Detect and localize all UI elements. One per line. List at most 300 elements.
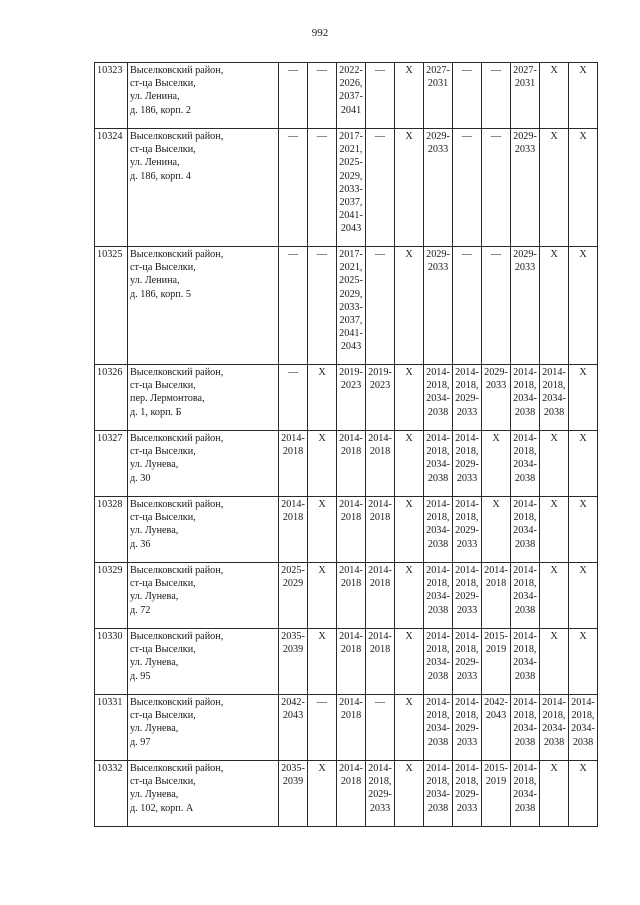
period-line: 2018, — [455, 710, 479, 722]
period-line: 2018, — [426, 512, 450, 524]
period-line: Х — [318, 763, 326, 774]
period-cell — [395, 129, 424, 247]
period-line: 2018, — [368, 776, 392, 788]
period-cell — [366, 761, 395, 827]
period-line: 2034- — [513, 591, 537, 603]
period-line: 2018, — [513, 710, 537, 722]
period-line: 2034- — [426, 789, 450, 801]
period-line: 2037, — [339, 197, 363, 209]
address-line: д. 36 — [130, 538, 151, 550]
period-cell — [453, 695, 482, 761]
period-cell — [308, 247, 337, 365]
period-line: Х — [405, 433, 413, 444]
period-cell — [279, 431, 308, 497]
period-cell — [395, 431, 424, 497]
period-cell — [337, 63, 366, 129]
table-row — [95, 563, 598, 629]
period-cell — [279, 761, 308, 827]
period-cell — [540, 629, 569, 695]
period-line: 2038 — [514, 604, 536, 616]
period-line: 2035- — [281, 631, 305, 642]
address-line: ст-ца Выселки, — [130, 578, 196, 590]
period-line: 2018, — [513, 446, 537, 458]
period-line: Х — [579, 631, 587, 642]
period-line: 2014- — [426, 631, 450, 642]
period-cell — [279, 63, 308, 129]
period-line: Х — [405, 565, 413, 576]
address-line: Выселковский район, — [130, 565, 224, 576]
period-line: Х — [318, 367, 326, 378]
period-line: 2014- — [339, 763, 363, 774]
period-cell — [540, 431, 569, 497]
period-cell — [424, 629, 453, 695]
period-cell — [511, 761, 540, 827]
period-line: 2018, — [426, 380, 450, 392]
row-number-cell: 10328 — [95, 497, 128, 563]
period-line: 2033 — [369, 802, 391, 814]
row-number-cell: 10323 — [95, 63, 128, 129]
period-line: 2029- — [426, 249, 450, 260]
period-line: 2038 — [427, 472, 449, 484]
period-line: 2018 — [340, 710, 362, 722]
period-line: 2037- — [339, 91, 363, 103]
period-line: 2021, — [339, 262, 363, 274]
address-line: ст-ца Выселки, — [130, 644, 196, 656]
address-cell — [128, 497, 279, 563]
period-line: 2019- — [339, 367, 363, 378]
address-line: Выселковский район, — [130, 249, 224, 260]
period-line: Х — [405, 65, 413, 76]
period-line: 2026, — [339, 78, 363, 90]
period-line: 2023 — [369, 380, 391, 392]
period-line: — — [461, 131, 473, 142]
address-line: Выселковский район, — [130, 131, 224, 142]
period-cell — [366, 431, 395, 497]
period-line: 2014- — [281, 499, 305, 510]
period-cell — [395, 761, 424, 827]
table-row — [95, 247, 598, 365]
period-line: 2027- — [513, 65, 537, 76]
period-line: 2029- — [426, 131, 450, 142]
period-line: — — [316, 65, 328, 76]
address-line: ул. Лунева, — [130, 525, 179, 537]
period-cell — [482, 129, 511, 247]
period-cell — [308, 629, 337, 695]
period-line: 2034- — [571, 723, 595, 735]
period-line: 2018, — [542, 710, 566, 722]
period-line: 2014- — [339, 697, 363, 708]
period-line: 2018, — [426, 710, 450, 722]
address-line: Выселковский район, — [130, 367, 224, 378]
table-row — [95, 63, 598, 129]
period-cell — [395, 63, 424, 129]
period-line: 2018, — [455, 446, 479, 458]
period-cell — [482, 247, 511, 365]
period-line: 2017- — [339, 249, 363, 260]
period-line: 2014- — [426, 499, 450, 510]
period-cell — [453, 365, 482, 431]
period-cell — [308, 63, 337, 129]
period-cell — [308, 761, 337, 827]
row-number-cell: 10326 — [95, 365, 128, 431]
period-cell — [424, 365, 453, 431]
period-cell — [511, 431, 540, 497]
period-line: Х — [492, 499, 500, 510]
period-line: 2043 — [340, 223, 362, 235]
address-line: д. 97 — [130, 736, 151, 748]
period-line: 2014- — [513, 565, 537, 576]
period-line: 2014- — [455, 565, 479, 576]
period-cell — [540, 247, 569, 365]
period-cell — [511, 497, 540, 563]
period-line: 2033 — [514, 144, 536, 156]
period-line: 2014- — [513, 697, 537, 708]
address-line: ул. Лунева, — [130, 789, 179, 801]
period-line: 2014- — [339, 499, 363, 510]
period-line: Х — [579, 763, 587, 774]
period-line: 2034- — [513, 723, 537, 735]
period-line: 2014- — [513, 367, 537, 378]
row-number-cell: 10330 — [95, 629, 128, 695]
table-body — [95, 63, 598, 827]
period-cell — [453, 247, 482, 365]
period-cell — [482, 63, 511, 129]
period-cell — [424, 761, 453, 827]
period-cell — [395, 497, 424, 563]
period-cell — [337, 129, 366, 247]
period-line: 2038 — [514, 736, 536, 748]
period-line: 2038 — [514, 406, 536, 418]
period-line: Х — [550, 131, 558, 142]
period-cell — [453, 761, 482, 827]
period-line: 2031 — [427, 78, 449, 90]
period-line: 2018 — [369, 578, 391, 590]
period-line: Х — [318, 631, 326, 642]
period-line: — — [374, 697, 386, 708]
period-cell — [511, 247, 540, 365]
period-line: 2033 — [456, 802, 478, 814]
period-cell — [482, 695, 511, 761]
period-line: 2019 — [485, 776, 507, 788]
period-cell — [279, 247, 308, 365]
period-line: 2014- — [368, 499, 392, 510]
period-line: 2019- — [368, 367, 392, 378]
period-line: — — [461, 65, 473, 76]
period-line: 2018, — [513, 776, 537, 788]
period-line: 2034- — [542, 723, 566, 735]
period-cell — [540, 563, 569, 629]
period-cell — [366, 563, 395, 629]
period-line: 2033 — [456, 670, 478, 682]
period-line: 2019 — [485, 644, 507, 656]
period-line: 2034- — [426, 525, 450, 537]
period-cell — [511, 129, 540, 247]
period-cell — [569, 629, 598, 695]
address-cell — [128, 431, 279, 497]
period-line: 2014- — [368, 763, 392, 774]
row-number-cell: 10331 — [95, 695, 128, 761]
period-line: 2033 — [427, 262, 449, 274]
period-line: 2043 — [485, 710, 507, 722]
period-line: 2014- — [513, 433, 537, 444]
period-line: 2014- — [426, 367, 450, 378]
period-line: 2025- — [339, 157, 363, 169]
period-line: 2018 — [340, 776, 362, 788]
period-line: 2014- — [571, 697, 595, 708]
period-line: 2038 — [427, 406, 449, 418]
row-number-cell: 10327 — [95, 431, 128, 497]
period-line: 2014- — [455, 763, 479, 774]
address-line: д. 30 — [130, 472, 151, 484]
period-line: 2029- — [513, 131, 537, 142]
period-cell — [569, 365, 598, 431]
period-line: 2033 — [456, 736, 478, 748]
period-line: 2029- — [455, 657, 479, 669]
address-line: д. 186, корп. 4 — [130, 170, 191, 182]
period-cell — [366, 129, 395, 247]
period-cell — [308, 431, 337, 497]
address-line: ст-ца Выселки, — [130, 446, 196, 458]
period-line: 2018, — [513, 644, 537, 656]
period-line: 2018 — [485, 578, 507, 590]
address-line: ст-ца Выселки, — [130, 262, 196, 274]
period-line: 2014- — [542, 697, 566, 708]
period-cell — [540, 365, 569, 431]
period-cell — [453, 129, 482, 247]
period-cell — [395, 365, 424, 431]
period-cell — [308, 497, 337, 563]
period-line: 2018, — [513, 380, 537, 392]
period-cell — [540, 63, 569, 129]
period-cell — [540, 129, 569, 247]
period-cell — [337, 365, 366, 431]
period-cell — [308, 365, 337, 431]
period-line: 2014- — [426, 433, 450, 444]
table-row — [95, 695, 598, 761]
period-line: Х — [579, 433, 587, 444]
table-row — [95, 629, 598, 695]
period-line: 2014- — [455, 499, 479, 510]
period-line: 2037, — [339, 315, 363, 327]
period-line: — — [374, 249, 386, 260]
address-line: Выселковский район, — [130, 499, 224, 510]
period-line: 2029- — [455, 789, 479, 801]
address-line: пер. Лермонтова, — [130, 393, 205, 405]
period-line: 2038 — [427, 538, 449, 550]
period-cell — [366, 695, 395, 761]
address-line: д. 95 — [130, 670, 151, 682]
period-line: 2029- — [484, 367, 508, 378]
period-line: 2014- — [455, 367, 479, 378]
period-cell — [569, 431, 598, 497]
period-line: 2034- — [513, 459, 537, 471]
row-number-cell: 10332 — [95, 761, 128, 827]
period-cell — [482, 563, 511, 629]
period-cell — [569, 563, 598, 629]
period-line: 2014- — [455, 697, 479, 708]
period-cell — [424, 563, 453, 629]
period-line: 2038 — [514, 472, 536, 484]
table-row — [95, 365, 598, 431]
period-cell — [279, 129, 308, 247]
period-cell — [366, 247, 395, 365]
period-line: 2014- — [368, 565, 392, 576]
period-line: 2034- — [426, 657, 450, 669]
period-line: 2034- — [426, 393, 450, 405]
period-line: 2017- — [339, 131, 363, 142]
period-cell — [540, 695, 569, 761]
period-line: 2034- — [513, 657, 537, 669]
period-cell — [395, 247, 424, 365]
period-line: 2033- — [339, 183, 363, 195]
period-line: 2034- — [513, 525, 537, 537]
period-line: 2018 — [369, 644, 391, 656]
period-cell — [366, 629, 395, 695]
address-cell — [128, 629, 279, 695]
period-line: Х — [405, 697, 413, 708]
period-cell — [308, 129, 337, 247]
period-line: 2035- — [281, 763, 305, 774]
period-cell — [337, 629, 366, 695]
address-line: ст-ца Выселки, — [130, 710, 196, 722]
period-line: 2039 — [282, 644, 304, 656]
register-table — [94, 62, 598, 827]
period-line: — — [374, 65, 386, 76]
period-cell — [569, 695, 598, 761]
period-line: — — [287, 367, 299, 378]
address-line: ст-ца Выселки, — [130, 380, 196, 392]
period-line: 2038 — [543, 736, 565, 748]
period-line: 2015- — [484, 631, 508, 642]
period-line: 2029- — [368, 789, 392, 801]
period-line: 2034- — [513, 789, 537, 801]
period-line: 2034- — [542, 393, 566, 405]
period-line: 2033 — [456, 538, 478, 550]
row-number-cell: 10325 — [95, 247, 128, 365]
period-line: Х — [405, 763, 413, 774]
period-cell — [337, 497, 366, 563]
period-line: Х — [405, 249, 413, 260]
period-line: 2014- — [339, 565, 363, 576]
period-cell — [569, 63, 598, 129]
period-line: 2038 — [427, 604, 449, 616]
row-number-cell: 10329 — [95, 563, 128, 629]
period-line: 2018, — [426, 578, 450, 590]
table-row — [95, 129, 598, 247]
period-line: 2014- — [368, 433, 392, 444]
period-line: Х — [492, 433, 500, 444]
period-cell — [569, 129, 598, 247]
period-line: 2038 — [427, 670, 449, 682]
period-line: 2018, — [455, 578, 479, 590]
period-cell — [511, 63, 540, 129]
period-line: 2018 — [282, 446, 304, 458]
period-line: 2029- — [455, 393, 479, 405]
address-line: ул. Лунева, — [130, 723, 179, 735]
period-line: Х — [318, 565, 326, 576]
period-cell — [337, 695, 366, 761]
period-line: 2029, — [339, 170, 363, 182]
period-cell — [424, 497, 453, 563]
period-line: 2018, — [426, 776, 450, 788]
period-cell — [308, 563, 337, 629]
table-row — [95, 761, 598, 827]
period-line: 2014- — [455, 433, 479, 444]
period-line: Х — [550, 249, 558, 260]
period-cell — [424, 695, 453, 761]
period-cell — [511, 563, 540, 629]
period-line: 2018, — [513, 512, 537, 524]
period-line: 2034- — [426, 591, 450, 603]
period-cell — [424, 63, 453, 129]
period-line: 2033- — [339, 301, 363, 313]
period-cell — [279, 365, 308, 431]
period-line: 2014- — [426, 763, 450, 774]
period-line: 2029- — [455, 525, 479, 537]
period-cell — [395, 629, 424, 695]
period-line: 2018 — [340, 446, 362, 458]
period-line: 2018, — [426, 644, 450, 656]
period-cell — [453, 629, 482, 695]
period-line: 2023 — [340, 380, 362, 392]
period-line: 2033 — [427, 144, 449, 156]
period-line: 2029, — [339, 288, 363, 300]
period-line: — — [490, 249, 502, 260]
period-line: 2018, — [455, 512, 479, 524]
period-line: Х — [318, 433, 326, 444]
period-cell — [337, 761, 366, 827]
period-line: 2018, — [455, 644, 479, 656]
period-line: 2018, — [455, 380, 479, 392]
period-line: 2018 — [369, 446, 391, 458]
period-line: 2014- — [339, 631, 363, 642]
period-line: 2014- — [484, 565, 508, 576]
period-line: — — [287, 131, 299, 142]
period-line: 2027- — [426, 65, 450, 76]
period-line: 2033 — [456, 472, 478, 484]
period-line: Х — [550, 499, 558, 510]
period-cell — [569, 247, 598, 365]
period-line: 2033 — [456, 406, 478, 418]
period-line: 2014- — [513, 499, 537, 510]
period-line: Х — [579, 131, 587, 142]
period-cell — [511, 629, 540, 695]
period-line: 2031 — [514, 78, 536, 90]
period-line: 2014- — [339, 433, 363, 444]
address-line: ст-ца Выселки, — [130, 512, 196, 524]
period-line: 2022- — [339, 65, 363, 76]
address-line: д. 1, корп. Б — [130, 406, 182, 418]
period-line: 2018, — [542, 380, 566, 392]
period-line: — — [490, 65, 502, 76]
address-line: ст-ца Выселки, — [130, 144, 196, 156]
period-line: 2014- — [542, 367, 566, 378]
address-line: ул. Лунева, — [130, 459, 179, 471]
period-cell — [511, 695, 540, 761]
period-cell — [540, 761, 569, 827]
period-line: Х — [579, 249, 587, 260]
address-line: ул. Лунева, — [130, 591, 179, 603]
address-line: ул. Ленина, — [130, 157, 180, 169]
address-line: ст-ца Выселки, — [130, 776, 196, 788]
period-cell — [337, 431, 366, 497]
period-cell — [540, 497, 569, 563]
period-line: Х — [405, 367, 413, 378]
address-line: Выселковский район, — [130, 631, 224, 642]
address-cell — [128, 761, 279, 827]
period-cell — [424, 129, 453, 247]
period-cell — [279, 695, 308, 761]
